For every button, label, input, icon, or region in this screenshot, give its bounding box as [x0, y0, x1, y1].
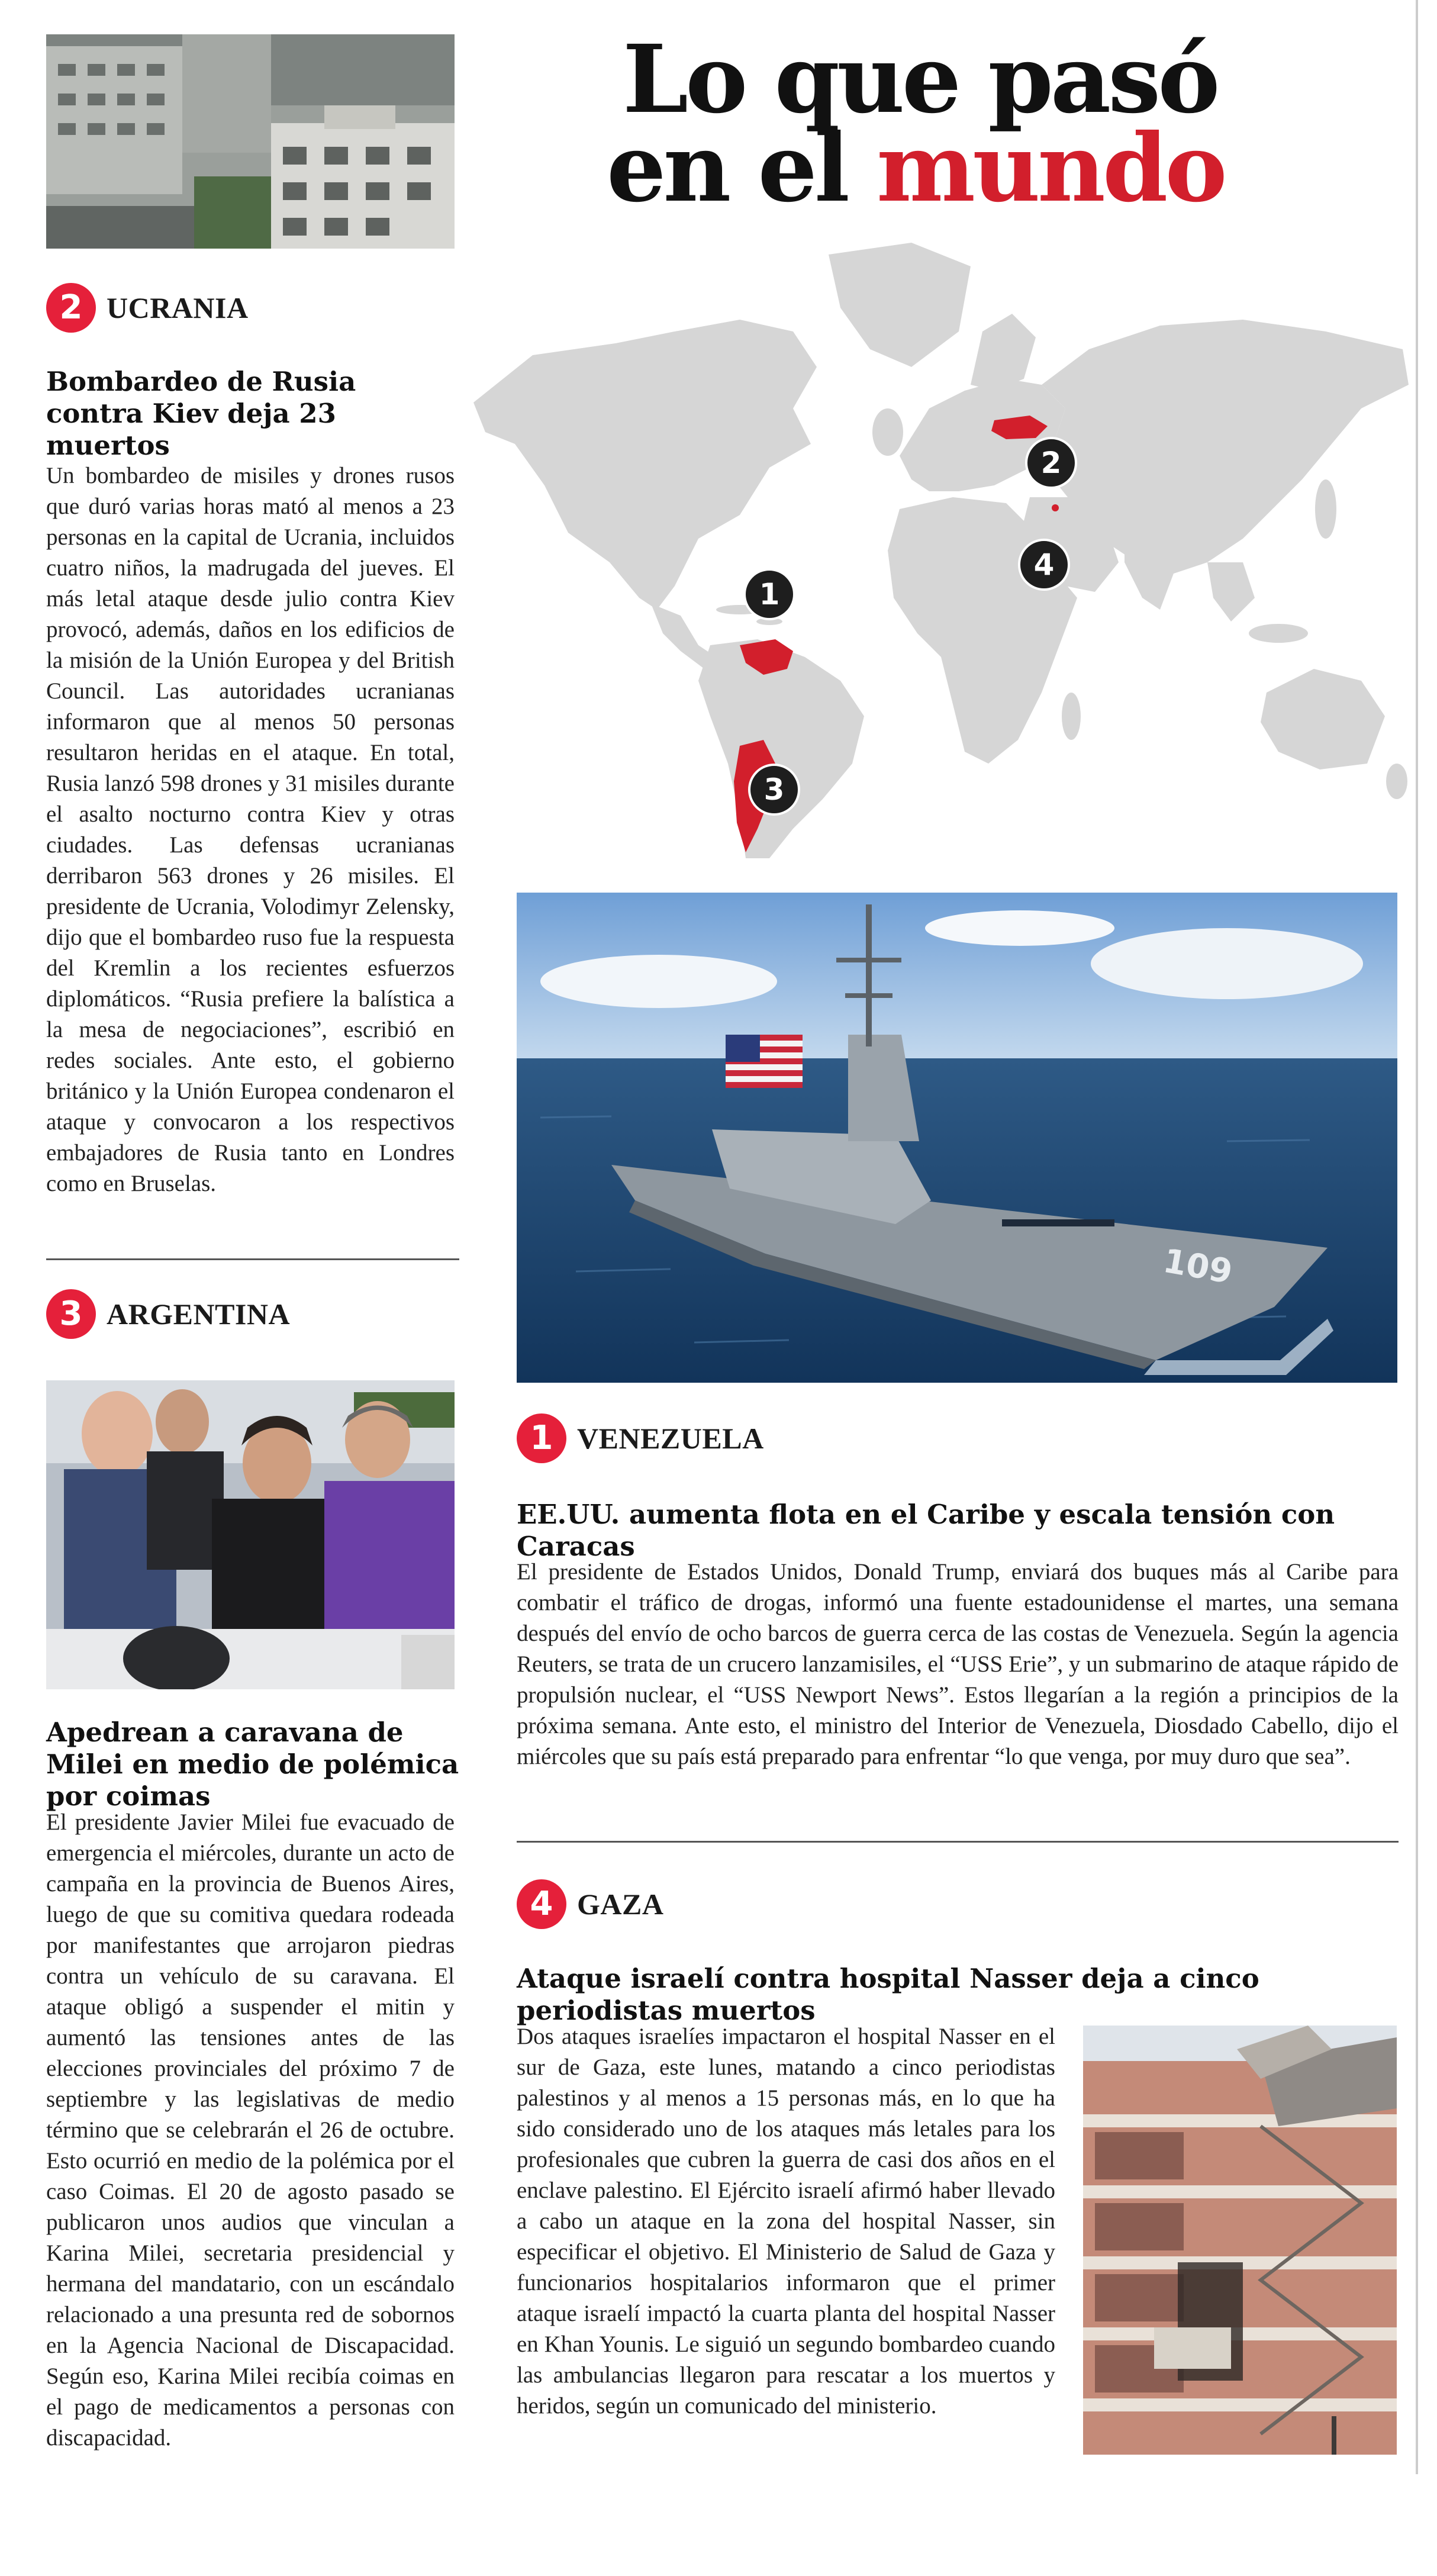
page-edge-rule [1416, 0, 1418, 2474]
title-prefix: en el [607, 114, 877, 223]
section-number-badge: 4 [517, 1879, 566, 1929]
map-marker-1: 1 [743, 568, 795, 620]
world-map [462, 231, 1415, 858]
section-gaza-label [517, 1879, 663, 1929]
ucrania-body: Un bombardeo de misiles y drones rusos que duró varias horas mató al menos a 23 personas en la capital de Ucrania, incluidos cuatro niños, la madrugada del jueves. El más letal ataque desde julio contra Kiev provocó, además, daños en los edificios de la misión de la Unión Europea y del British Council. Las autoridades ucranianas informaron que al menos 50 personas resultaron heridas en el ataque. En total, Rusia lanzó 598 drones y 31 misiles durante el asalto nocturno contra Kiev y otras ciudades. Las defensas ucranianas derribaron 563 drones y 26 misiles. El presidente de Ucrania, Volodimyr Zelensky, dijo que el bombardeo ruso fue la respuesta del Kremlin a los recientes esfuerzos diplomáticos. “Rusia prefiere la balística a la mesa de negociaciones”, escribió en redes sociales. Ante esto, el gobierno británico y la Unión Europea condenaron el ataque y convocaron a los respectivos embajadores de Rusia tanto en Londres como en Bruselas. [46, 463, 455, 1196]
kiev-photo [46, 34, 455, 249]
venezuela-body: El presidente de Estados Unidos, Donald Trump, enviará dos buques más al Caribe para combatir el tráfico de drogas, informó una fuente estadounidense el martes, una semana después del envío de ocho barcos de guerra cerca de las costas de Venezuela. Según la agencia Reuters, se trata de un crucero lanzamisiles, el “USS Erie”, y un submarino de ataque rápido de propulsión nuclear, el “USS Newport News”. Estos llegarían a la región a principios de la próxima semana. Ante esto, el ministro del Interior de Venezuela, Diosdado Cabello, dijo el miércoles que su país está preparado para enfrentar “lo que venga, por muy duro que sea”. [517, 1559, 1399, 1769]
section-number-badge: 3 [46, 1289, 96, 1339]
map-marker-3: 3 [748, 764, 800, 816]
gaza-headline: Ataque israelí contra hospital Nasser deja a cinco periodistas muertos [517, 1963, 1259, 2026]
page-title-line2 [607, 114, 1225, 223]
section-label: ARGENTINA [107, 1297, 291, 1331]
venezuela-headline: EE.UU. aumenta flota en el Caribe y escala tensión con Caracas [517, 1499, 1335, 1562]
gaza-body: Dos ataques israelíes impactaron el hospital Nasser en el sur de Gaza, este lunes, matando a cinco periodistas palestinos y al menos a 15 personas más, en lo que ha sido considerado uno de los ataques más letales para los profesionales que cubren la guerra de casi dos años en el enclave palestino. El Ejército israelí afirmó haber llevado a cabo un ataque en la zona del hospital Nasser, sin especificar el objetivo. El Ministerio de Salud de Gaza y funcionarios hospitalarios informaron que el primer ataque israelí impactó la cuarta planta del hospital Nasser en Khan Younis. Le siguió un segundo bombardeo cuando las ambulancias llegaron para rescatar a los muertos y heridos, según un comunicado del ministerio. [517, 2024, 1055, 2419]
section-number-badge: 2 [46, 283, 96, 333]
map-marker-4: 4 [1018, 539, 1070, 591]
page-title-line1: Lo que pasó [623, 25, 1217, 134]
milei-photo [46, 1380, 455, 1689]
section-argentina-label [46, 1289, 290, 1339]
warship-photo [517, 893, 1397, 1383]
argentina-headline: Apedrean a caravana de Milei en medio de polémica por coimas [46, 1717, 459, 1812]
map-marker-2: 2 [1025, 437, 1077, 489]
section-label: UCRANIA [107, 291, 249, 324]
hospital-photo [1083, 2026, 1397, 2455]
section-label: GAZA [577, 1888, 664, 1921]
title-accent: mundo [876, 114, 1225, 223]
section-venezuela-label [517, 1413, 764, 1463]
divider [517, 1841, 1399, 1843]
ucrania-headline: Bombardeo de Rusia contra Kiev deja 23 muertos [46, 366, 356, 461]
section-ucrania-label [46, 283, 249, 333]
hull-number: 109 [1160, 1241, 1235, 1292]
divider [46, 1258, 459, 1260]
section-number-badge: 1 [517, 1413, 566, 1463]
section-label: VENEZUELA [577, 1422, 764, 1455]
argentina-body: El presidente Javier Milei fue evacuado de emergencia el miércoles, durante un acto de campaña en la provincia de Buenos Aires, luego de que su comitiva quedara rodeada por manifestantes que arrojaron piedras contra un vehículo de su caravana. El ataque obligó a suspender el mitin y aumentó las tensiones antes de las elecciones provinciales del próximo 7 de septiembre y las legislativas de medio término que se celebrarán el 26 de octubre. Esto ocurrió en medio de la polémica por el caso Coimas. El 20 de agosto pasado se publicaron unos audios que vinculan a Karina Milei, secretaria presidencial y hermana del mandatario, con un escándalo relacionado a una presunta red de sobornos en la Agencia Nacional de Discapacidad. Según eso, Karina Milei recibía coimas en el pago de medicamentos a personas con discapacidad. [46, 1809, 455, 2451]
